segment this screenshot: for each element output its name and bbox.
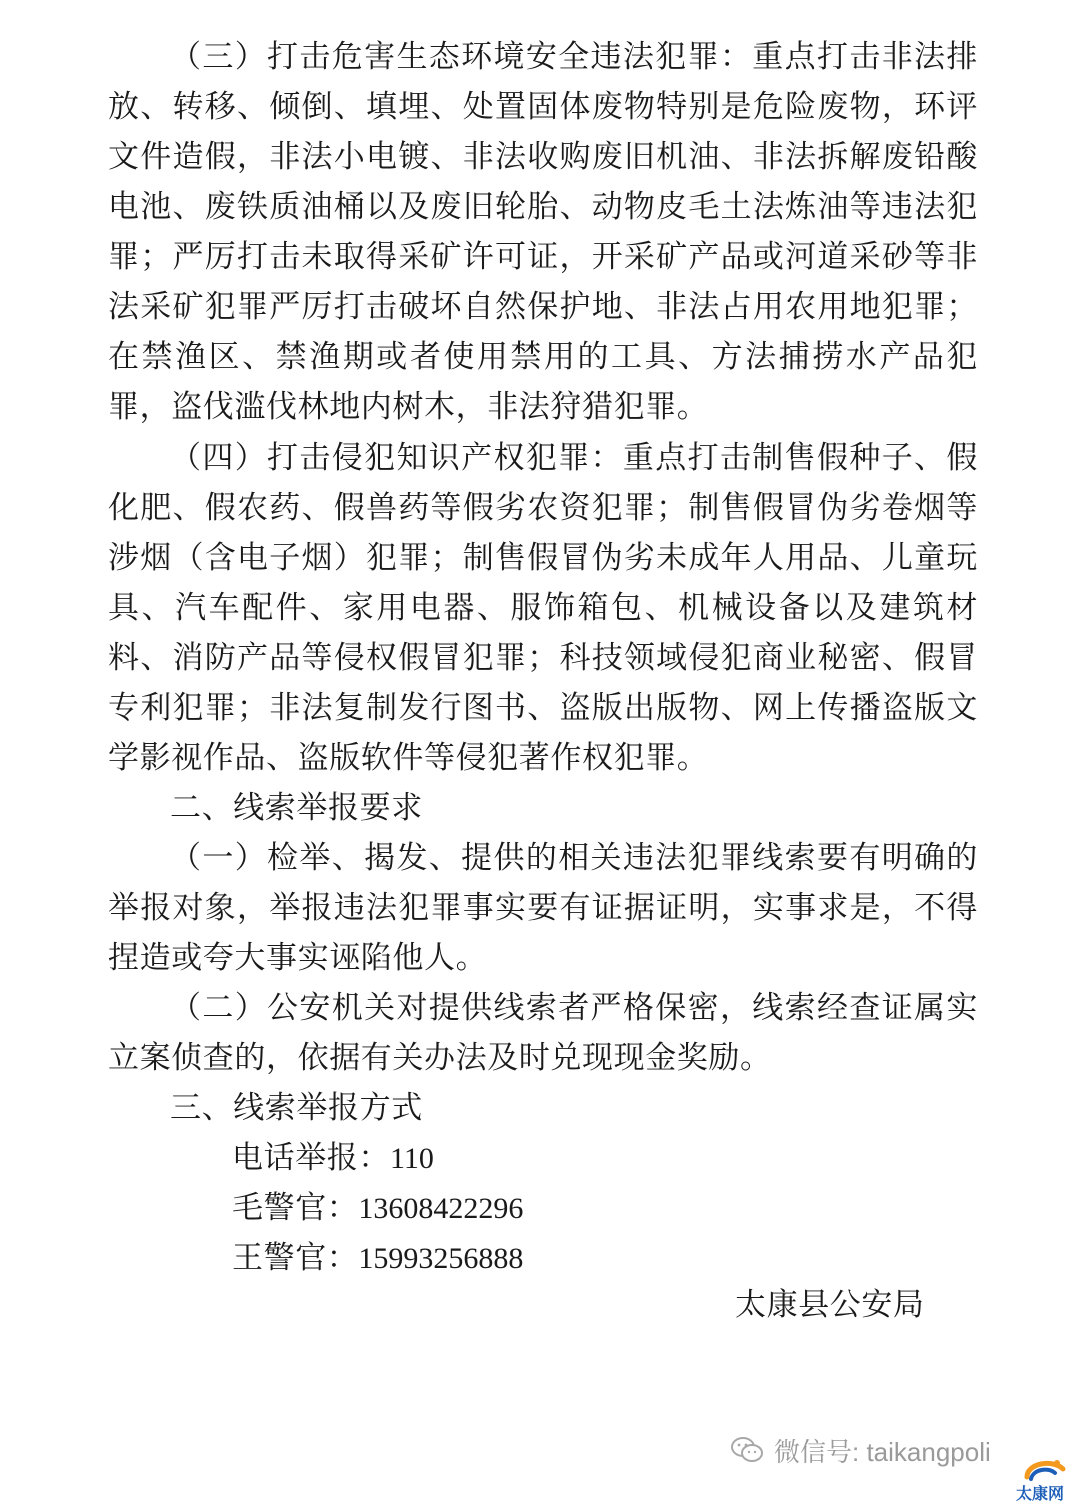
contact-line-officer-mao <box>232 1183 523 1234</box>
contact-line-officer-wang <box>232 1233 523 1284</box>
paragraph-section-1-item-4: （四）打击侵犯知识产权犯罪：重点打击制售假种子、假化肥、假农药、假兽药等假劣农资犯罪；制售假冒伪劣卷烟等涉烟（含电子烟）犯罪；制售假冒伪劣未成年人用品、儿童玩具、汽车配件、家用电器、服饰箱包、机械设备以及建筑材料、消防产品等侵权假冒犯罪；科技领域侵犯商业秘密、假冒专利犯罪；非法复制发行图书、盗版出版物、网上传播盗版文学影视作品、盗版软件等侵犯著作权犯罪。 <box>108 440 978 776</box>
section-3-heading: 三、线索举报方式 <box>170 1090 423 1126</box>
section-2-heading: 二、线索举报要求 <box>170 790 423 826</box>
paragraph-section-2-item-2: （二）公安机关对提供线索者严格保密，线索经查证属实立案侦查的，依据有关办法及时兑现现金奖励。 <box>108 990 978 1076</box>
contact-number: 13608422296 <box>358 1192 524 1225</box>
paragraph-section-1-item-3: （三）打击危害生态环境安全违法犯罪：重点打击非法排放、转移、倾倒、填埋、处置固体废物特别是危险废物，环评文件造假，非法小电镀、非法收购废旧机油、非法拆解废铅酸电池、废铁质油桶以及废旧轮胎、动物皮毛土法炼油等违法犯罪；严厉打击未取得采矿许可证，开采矿产品或河道采砂等非法采矿犯罪严厉打击破坏自然保护地、非法占用农用地犯罪；在禁渔区、禁渔期或者使用禁用的工具、方法捕捞水产品犯罪，盗伐滥伐林地内树木，非法狩猎犯罪。 <box>108 39 978 425</box>
contact-label: 电话举报： <box>232 1140 390 1176</box>
paragraph-section-2-item-1: （一）检举、揭发、提供的相关违法犯罪线索要有明确的举报对象，举报违法犯罪事实要有证据证明，实事求是，不得捏造或夸大事实诬陷他人。 <box>108 840 978 976</box>
contact-label: 毛警官： <box>232 1190 359 1226</box>
contact-label: 王警官： <box>232 1240 359 1276</box>
wechat-icon <box>730 1435 764 1465</box>
contact-number: 15993256888 <box>358 1242 524 1275</box>
issuer-signature: 太康县公安局 <box>735 1287 925 1323</box>
wechat-watermark <box>730 1430 991 1470</box>
watermark-text: 微信号: taikangpoli <box>774 1436 991 1467</box>
taikang-logo <box>1005 1455 1075 1503</box>
contact-number: 110 <box>390 1142 434 1175</box>
logo-text: 太康网 <box>1015 1484 1065 1503</box>
contact-line-phone <box>232 1133 434 1184</box>
